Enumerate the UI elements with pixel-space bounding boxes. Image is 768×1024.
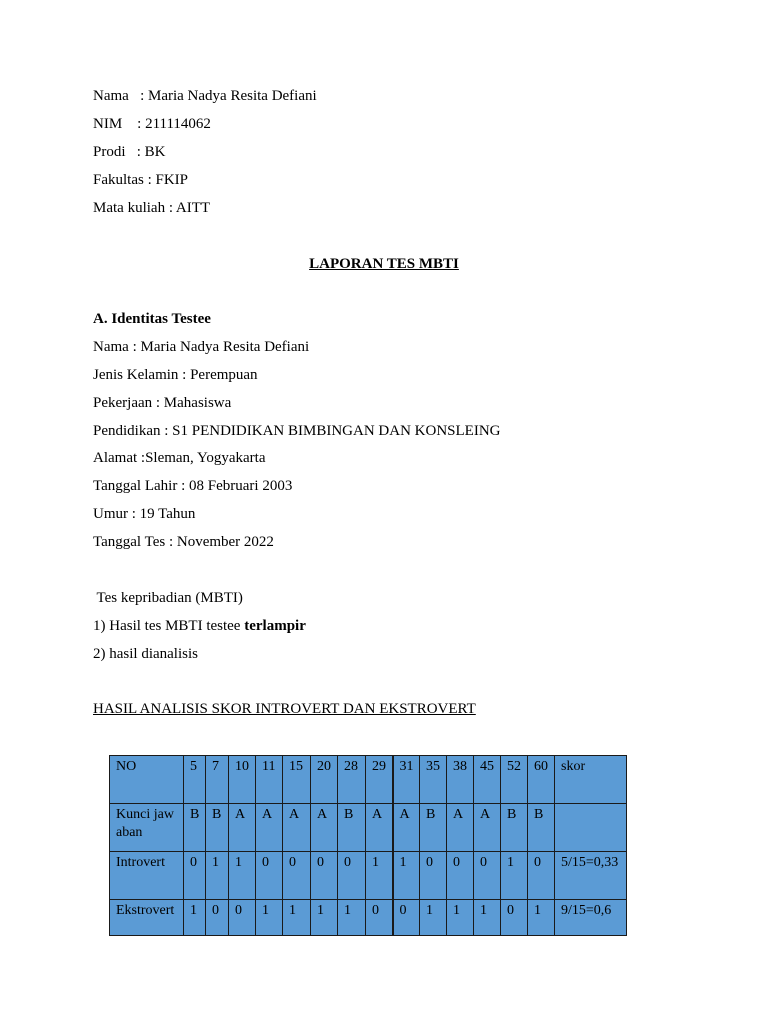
table-cell: 0 <box>474 852 501 900</box>
identitas-heading: A. Identitas Testee <box>93 311 211 327</box>
table-cell: 0 <box>366 900 393 936</box>
table-row <box>110 804 627 852</box>
tes-item-1-bold: terlampir <box>244 618 306 634</box>
header-nama: Nama : Maria Nadya Resita Defiani <box>93 88 317 104</box>
identitas-pekerjaan: Pekerjaan : Mahasiswa <box>93 395 232 411</box>
table-cell: 0 <box>256 852 283 900</box>
row-label-cell: Ekstrovert <box>110 900 184 936</box>
table-cell: 28 <box>338 756 366 804</box>
table-cell: A <box>474 804 501 852</box>
table-cell: 1 <box>501 852 528 900</box>
table-cell: 1 <box>528 900 555 936</box>
table-cell: A <box>283 804 311 852</box>
table-row <box>110 756 627 804</box>
identitas-nama: Nama : Maria Nadya Resita Defiani <box>93 339 310 355</box>
table-cell: 1 <box>206 852 229 900</box>
header-prodi: Prodi : BK <box>93 144 166 160</box>
table-cell: B <box>420 804 447 852</box>
table-cell: 0 <box>528 852 555 900</box>
row-label-cell: NO <box>110 756 184 804</box>
skor-cell <box>555 804 627 852</box>
tes-item-1-text: 1) Hasil tes MBTI testee <box>93 618 245 634</box>
identitas-tanggal-lahir: Tanggal Lahir : 08 Februari 2003 <box>93 478 293 494</box>
table-cell: 0 <box>393 900 420 936</box>
table-cell: A <box>311 804 338 852</box>
score-table <box>109 755 627 936</box>
table-cell: 1 <box>229 852 256 900</box>
table-cell: A <box>393 804 420 852</box>
header-fakultas: Fakultas : FKIP <box>93 172 189 188</box>
tes-intro: Tes kepribadian (MBTI) <box>93 590 243 606</box>
row-label-cell: Introvert <box>110 852 184 900</box>
header-nim: NIM : 211114062 <box>93 116 211 132</box>
table-cell: 0 <box>420 852 447 900</box>
table-cell: 1 <box>283 900 311 936</box>
tes-item-1 <box>93 617 306 635</box>
header-mata-kuliah: Mata kuliah : AITT <box>93 200 211 216</box>
table-cell: B <box>528 804 555 852</box>
table-cell: 1 <box>474 900 501 936</box>
table-cell: 20 <box>311 756 338 804</box>
table-cell: 0 <box>501 900 528 936</box>
table-cell: 60 <box>528 756 555 804</box>
identitas-pendidikan: Pendidikan : S1 PENDIDIKAN BIMBINGAN DAN KONSLEING <box>93 423 501 439</box>
table-cell: 35 <box>420 756 447 804</box>
table-cell: 29 <box>366 756 393 804</box>
table-cell: 1 <box>393 852 420 900</box>
skor-cell: 9/15=0,6 <box>555 900 627 936</box>
table-cell: B <box>206 804 229 852</box>
row-label-cell: Kunci jawaban <box>110 804 184 852</box>
table-cell: B <box>184 804 206 852</box>
table-row <box>110 852 627 900</box>
table-cell: A <box>229 804 256 852</box>
identitas-umur: Umur : 19 Tahun <box>93 506 196 522</box>
skor-cell: skor <box>555 756 627 804</box>
table-cell: 0 <box>229 900 256 936</box>
table-cell: 31 <box>393 756 420 804</box>
table-cell: A <box>447 804 474 852</box>
identitas-jenis-kelamin: Jenis Kelamin : Perempuan <box>93 367 258 383</box>
table-row <box>110 900 627 936</box>
tes-item-2: 2) hasil dianalisis <box>93 646 198 662</box>
table-cell: 11 <box>256 756 283 804</box>
table-cell: 0 <box>206 900 229 936</box>
skor-cell: 5/15=0,33 <box>555 852 627 900</box>
table-cell: 1 <box>184 900 206 936</box>
analysis-heading: HASIL ANALISIS SKOR INTROVERT DAN EKSTROVERT <box>93 701 476 717</box>
table-cell: 45 <box>474 756 501 804</box>
table-cell: 1 <box>338 900 366 936</box>
table-cell: B <box>501 804 528 852</box>
table-cell: 0 <box>447 852 474 900</box>
table-cell: 38 <box>447 756 474 804</box>
table-cell: 7 <box>206 756 229 804</box>
table-cell: 52 <box>501 756 528 804</box>
table-cell: 1 <box>447 900 474 936</box>
table-cell: B <box>338 804 366 852</box>
page-title: LAPORAN TES MBTI <box>309 256 459 272</box>
table-cell: 1 <box>420 900 447 936</box>
identitas-alamat: Alamat :Sleman, Yogyakarta <box>93 450 266 466</box>
table-cell: 1 <box>256 900 283 936</box>
table-cell: 15 <box>283 756 311 804</box>
table-cell: 0 <box>311 852 338 900</box>
table-cell: 0 <box>283 852 311 900</box>
table-cell: 5 <box>184 756 206 804</box>
table-cell: 1 <box>366 852 393 900</box>
table-cell: 0 <box>184 852 206 900</box>
table-cell: 1 <box>311 900 338 936</box>
table-cell: A <box>366 804 393 852</box>
table-cell: 0 <box>338 852 366 900</box>
table-cell: 10 <box>229 756 256 804</box>
table-cell: A <box>256 804 283 852</box>
identitas-tanggal-tes: Tanggal Tes : November 2022 <box>93 534 274 550</box>
